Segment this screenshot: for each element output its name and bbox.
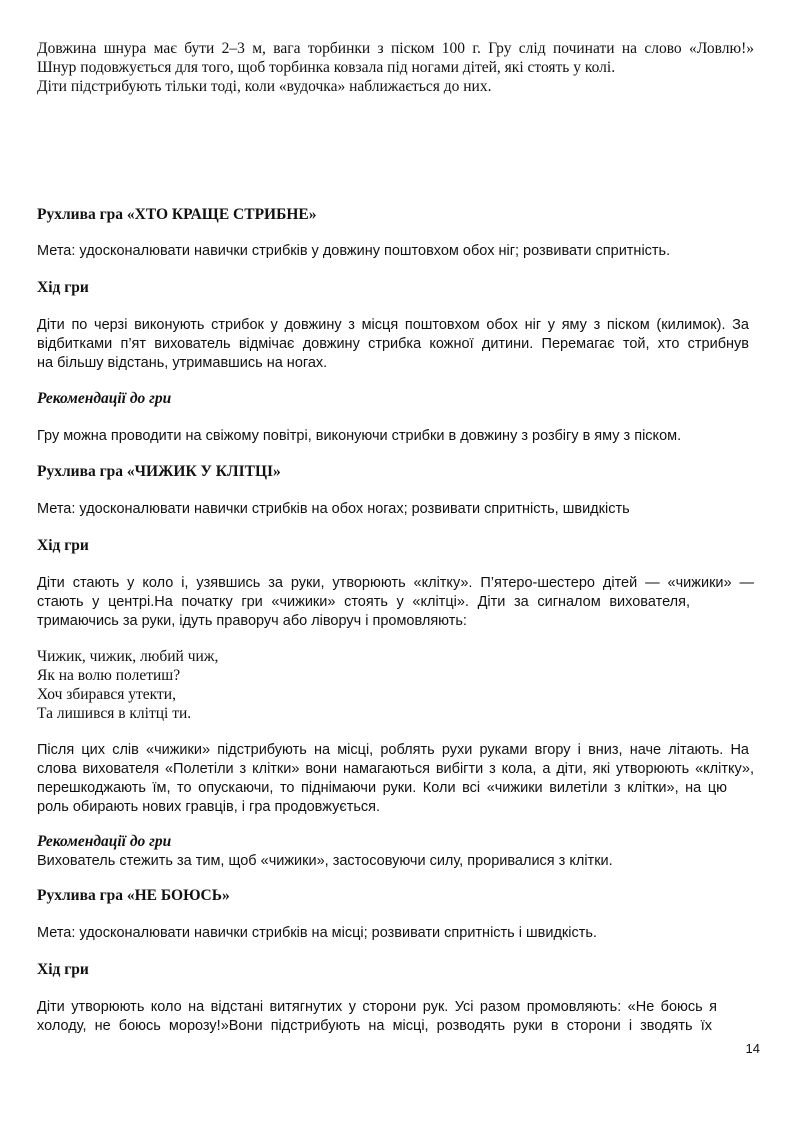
intro-line-2: Шнур подовжується для того, щоб торбинка ковзала під ногами дітей, які стоять у колі. — [37, 59, 616, 76]
game3-process-line-1: Діти утворюють коло на відстані витягнутих у сторони рук. Усі разом промовляють: «Не боюсь я — [37, 999, 717, 1015]
game1-rec: Гру можна проводити на свіжому повітрі, виконуючи стрибки в довжину з розбігу в яму з піском. — [37, 428, 682, 444]
game2-process-line-1: Діти стають у коло і, узявшись за руки, утворюють «клітку». П’ятеро-шестеро дітей — «чижики» — — [37, 575, 754, 591]
poem-line-1: Чижик, чижик, любий чиж, — [37, 648, 219, 665]
game2-rec: Вихователь стежить за тим, щоб «чижики», застосовуючи силу, проривалися з клітки. — [37, 853, 613, 869]
game3-process-line-2: холоду, не боюсь морозу!»Вони підстрибують на місці, розводять руки в сторони і зводять їх — [37, 1018, 712, 1034]
game1-goal: Мета: удосконалювати навички стрибків у довжину поштовхом обох ніг; розвивати спритність. — [37, 243, 671, 259]
game2-after-line-3: перешкоджають їм, то опускаючи, то піднімаючи руки. Коли всі «чижики вилетіли з клітки», на цю — [37, 780, 727, 796]
game2-title: Рухлива гра «ЧИЖИК У КЛІТЦІ» — [37, 463, 281, 480]
game1-process-line-1: Діти по черзі виконують стрибок у довжину з місця поштовхом обох ніг у яму з піском (килимок). За — [37, 317, 749, 333]
game1-process-line-3: на більшу відстань, утримавшись на ногах. — [37, 355, 328, 371]
intro-line-1: Довжина шнура має бути 2–3 м, вага торбинки з піском 100 г. Гру слід починати на слово «Ловлю!» — [37, 40, 754, 57]
game2-goal: Мета: удосконалювати навички стрибків на обох ногах; розвивати спритність, швидкість — [37, 501, 630, 517]
game1-process-heading: Хід гри — [37, 279, 89, 296]
game3-title: Рухлива гра «НЕ БОЮСЬ» — [37, 887, 230, 904]
game3-process-heading: Хід гри — [37, 961, 89, 978]
game2-process-line-2: стають у центрі.На початку гри «чижики» стоять у «клітці». Діти за сигналом вихователя, — [37, 594, 690, 610]
game1-process-line-2: відбитками п’ят вихователь відмічає довжину стрибка кожної дитини. Перемагає той, хто стрибнув — [37, 336, 749, 352]
intro-line-3: Діти підстрибують тільки тоді, коли «вудочка» наближається до них. — [37, 78, 492, 95]
game1-rec-heading: Рекомендації до гри — [37, 390, 172, 407]
game2-process-heading: Хід гри — [37, 537, 89, 554]
poem-line-3: Хоч збирався утекти, — [37, 686, 176, 703]
game1-title: Рухлива гра «ХТО КРАЩЕ СТРИБНЕ» — [37, 206, 317, 223]
page-number: 14 — [745, 1041, 760, 1056]
game2-rec-heading: Рекомендації до гри — [37, 833, 172, 850]
poem-line-4: Та лишився в клітці ти. — [37, 705, 192, 722]
game2-process-line-3: тримаючись за руки, ідуть праворуч або ліворуч і промовляють: — [37, 613, 467, 629]
poem-line-2: Як на волю полетиш? — [37, 667, 181, 684]
game3-goal: Мета: удосконалювати навички стрибків на місці; розвивати спритність і швидкість. — [37, 925, 597, 941]
game2-after-line-2: слова вихователя «Полетіли з клітки» вони намагаються вибігти з кола, а діти, які утворюють «клітку», — [37, 761, 754, 777]
game2-after-line-4: роль обирають нових гравців, і гра продовжується. — [37, 799, 381, 815]
game2-after-line-1: Після цих слів «чижики» підстрибують на місці, роблять рухи руками вгору і вниз, наче літають. На — [37, 742, 749, 758]
